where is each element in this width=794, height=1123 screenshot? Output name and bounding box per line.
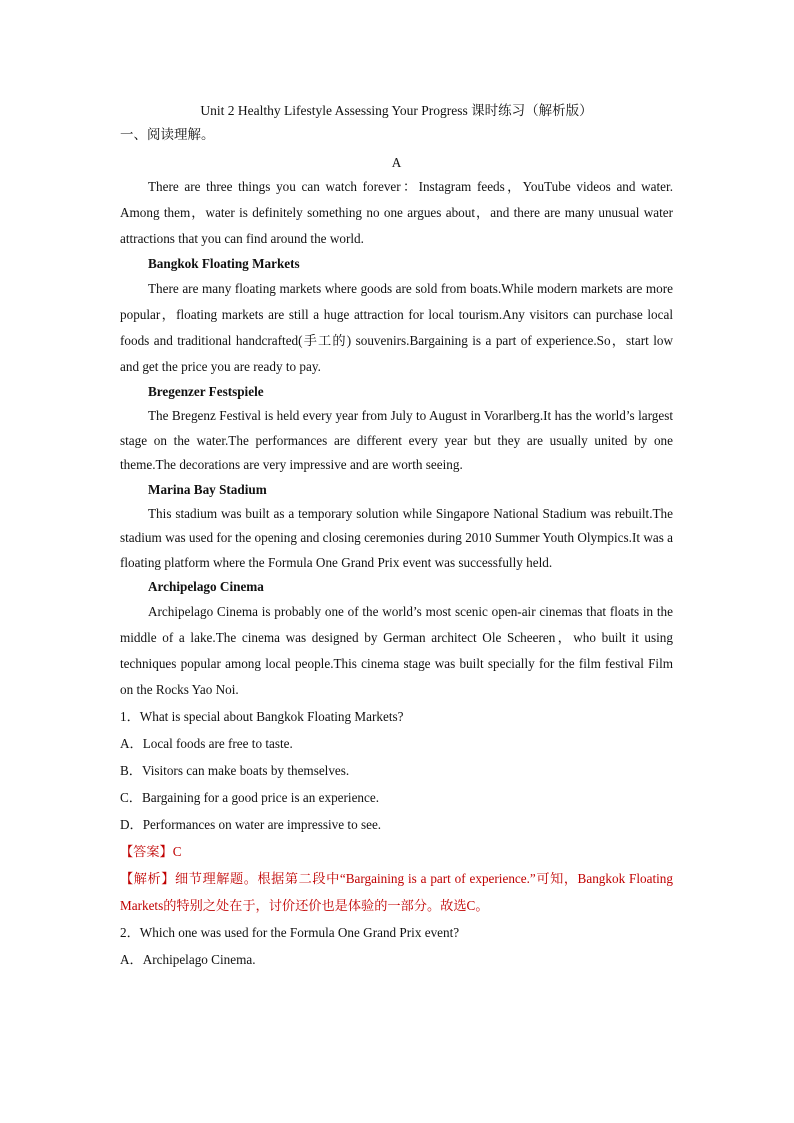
question-1-answer: 【答案】C (120, 844, 182, 859)
passage-label: A (391, 155, 402, 170)
question-1-stem: 1．What is special about Bangkok Floating Markets? (120, 709, 404, 724)
document-page (120, 100, 673, 973)
question-1-option-d: D．Performances on water are impressive to see. (120, 817, 382, 832)
intro-paragraph: There are three things you can watch forever：Instagram feeds，YouTube videos and water. Among them，water is definitely something no one argues about，and there are many unusual water attractions that you can find around the world. (120, 179, 673, 246)
section-heading-bregenz: Bregenzer Festspiele (148, 384, 264, 399)
question-1-analysis: 【解析】细节理解题。根据第二段中“Bargaining is a part of experience.”可知，Bangkok Floating Markets的特别之处在于，讨价还价也是体验的一部分。故选C。 (120, 871, 673, 913)
section-heading-marina: Marina Bay Stadium (148, 481, 267, 497)
question-1-option-c: C．Bargaining for a good price is an experience. (120, 790, 380, 805)
section-heading-archipelago: Archipelago Cinema (148, 579, 264, 594)
section-heading: 一、阅读理解。 (120, 127, 215, 142)
section-text-bregenz: The Bregenz Festival is held every year from July to August in Vorarlberg.It has the world’s largest stage on the water.The performances are different every year but they are usually united by one theme.The decorations are very impressive and are worth seeing. (120, 408, 673, 472)
question-2-option-a: A．Archipelago Cinema. (120, 952, 256, 967)
section-text-bangkok: There are many floating markets where goods are sold from boats.While modern markets are more popular，floating markets are still a huge attraction for local tourism.Any visitors can purchase local foods and traditional handcrafted(手工的) souvenirs.Bargaining is a part of experience.So，start low and get the price you are ready to pay. (120, 281, 673, 374)
document-title: Unit 2 Healthy Lifestyle Assessing Your Progress 课时练习（解析版） (200, 103, 593, 118)
section-heading-bangkok: Bangkok Floating Markets (148, 256, 300, 271)
question-1-option-b: B．Visitors can make boats by themselves. (120, 763, 350, 778)
section-text-marina: This stadium was built as a temporary solution while Singapore National Stadium was rebuilt.The stadium was used for the opening and closing ceremonies during 2010 Summer Youth Olympics.It was a floating platform where the Formula One Grand Prix event was successfully held. (120, 505, 673, 570)
section-text-archipelago: Archipelago Cinema is probably one of the world’s most scenic open-air cinemas that floats in the middle of a lake.The cinema was designed by German architect Ole Scheeren，who built it using techniques popular among local people.This cinema stage was built specially for the film festival Film on the Rocks Yao Noi. (120, 604, 673, 697)
question-2-stem: 2．Which one was used for the Formula One Grand Prix event? (120, 925, 460, 940)
question-1-option-a: A．Local foods are free to taste. (120, 736, 293, 751)
